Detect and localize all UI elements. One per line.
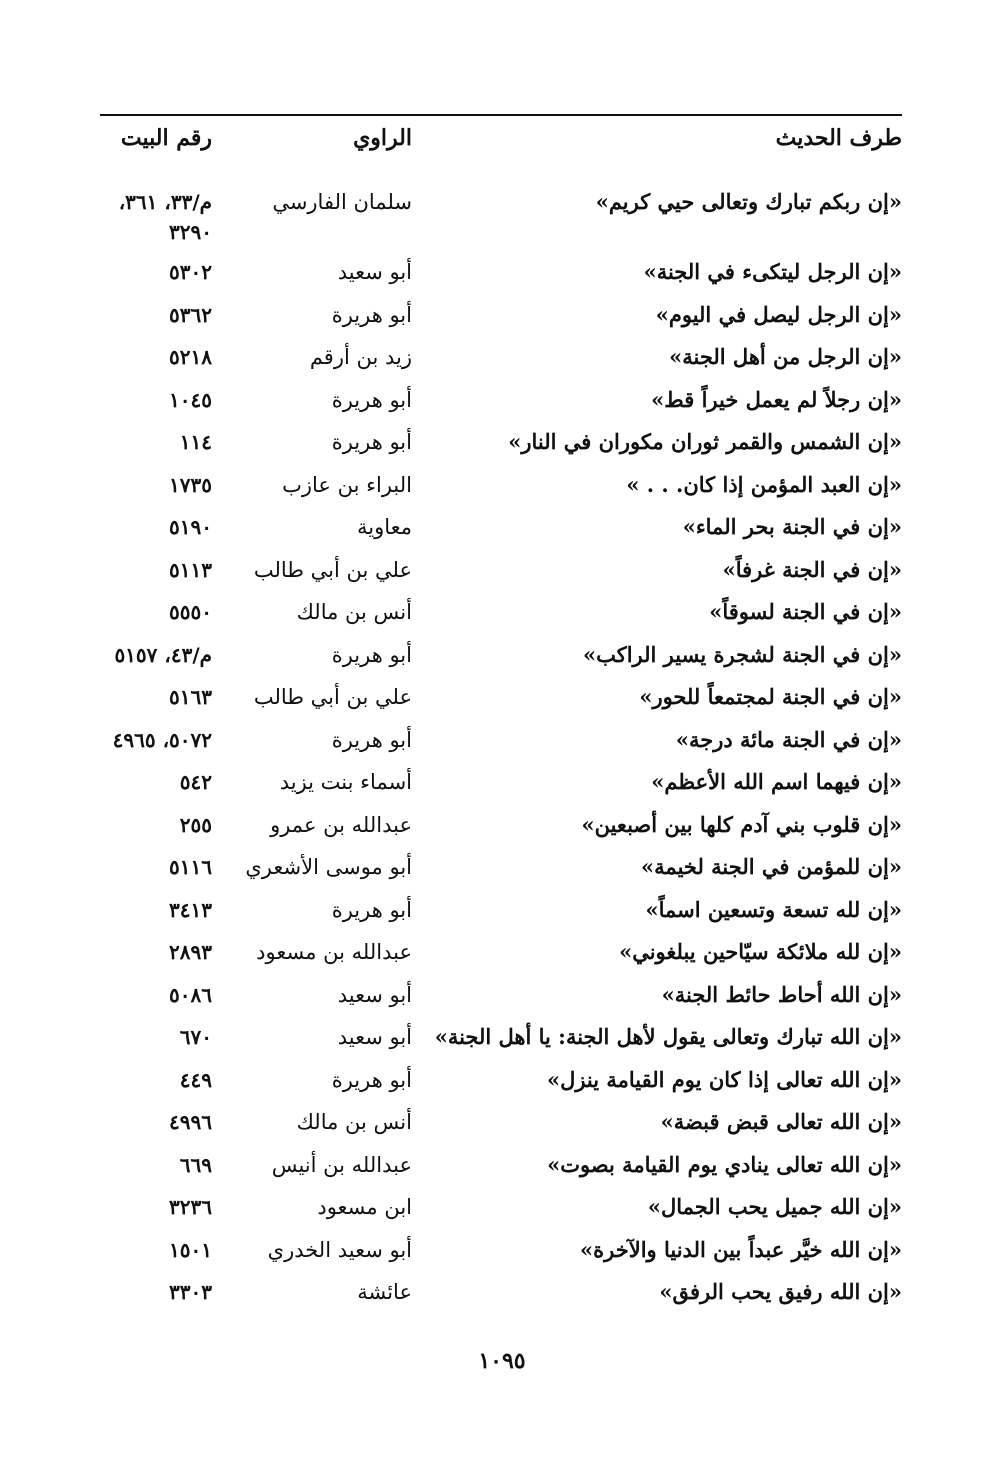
narrator-name: أبو سعيد الخدري [267,1237,412,1262]
narrator-name: عبدالله بن عمرو [270,812,412,837]
narrator-name: أبو سعيد [337,260,412,284]
verse-number: ٥٥٥٠ [169,600,212,624]
narrator-name: أبو سعيد [337,1025,412,1049]
verse-number: ١١٤ [179,430,212,454]
verse-number: ٢٨٩٣ [169,940,212,964]
table-row [100,676,902,719]
verse-number: ٣٢٣٦ [169,1195,212,1219]
page-number: ١٠٩٥ [478,1348,526,1374]
table-header [100,125,902,161]
verse-number: ٥٠٨٦ [169,982,212,1007]
hadith-text: «إن لله تسعة وتسعين اسماً» [645,896,902,922]
verse-number: ٢٥٥ [179,812,212,837]
hadith-text: «إن الله تعالى إذا كان يوم القيامة ينزل» [546,1066,902,1092]
table-row [100,1059,902,1102]
narrator-name: أبو هريرة [331,897,412,922]
hadith-text: «إن رجلاً لم يعمل خيراً قط» [651,386,902,412]
table-row [100,1016,902,1059]
hadith-text: «إن لله ملائكة سيّاحين يبلغوني» [619,939,902,964]
narrator-name: زيد بن أرقم [309,345,412,369]
hadith-text: «إن في الجنة لسوقاً» [709,599,902,624]
narrator-name: أبو هريرة [331,430,412,454]
table-row [100,251,902,294]
narrator-name: علي بن أبي طالب [253,557,412,582]
table-row [100,336,902,379]
table-row [100,846,902,889]
narrator-name: أنس بن مالك [296,1110,412,1134]
hadith-text: «إن الله أحاط حائط الجنة» [661,981,902,1007]
narrator-name: البراء بن عازب [282,472,412,497]
table-body [100,181,902,1314]
verse-column-header: رقم البيت [120,125,212,151]
hadith-text: «إن الله خيَّر عبداً بين الدنيا والآخرة» [580,1236,902,1262]
narrator-name: عبدالله بن مسعود [256,940,412,964]
hadith-text: «إن الله رفيق يحب الرفق» [659,1279,902,1304]
narrator-name: أبو هريرة [331,727,412,752]
table-row [100,591,902,634]
table-row [100,889,902,932]
header-rule [100,114,902,116]
hadith-text: «إن في الجنة لشجرة يسير الراكب» [582,641,902,667]
verse-number: م/٤٣، ٥١٥٧ [114,642,212,667]
hadith-text: «إن قلوب بني آدم كلها بين أصبعين» [581,811,902,837]
narrator-name: سلمان الفارسي [272,190,412,214]
verse-number: ٤٤٩ [179,1067,212,1092]
verse-number: ٥٠٧٢، ٤٩٦٥ [112,727,212,752]
verse-number: ٥٣٦٢ [169,302,212,327]
hadith-text: «إن العبد المؤمن إذا كان. . . » [626,471,902,497]
narrator-name: أبو سعيد [337,982,412,1007]
table-row [100,1229,902,1272]
table-row [100,181,902,251]
hadith-column-header: طرف الحديث [775,125,902,151]
narrator-name: علي بن أبي طالب [253,685,412,709]
table-row [100,506,902,549]
table-row [100,761,902,804]
hadith-text: «إن ربكم تبارك وتعالى حيي كريم» [595,189,902,214]
table-row [100,421,902,464]
hadith-text: «إن في الجنة غرفاً» [722,556,902,582]
verse-number: ٥١٦٣ [169,685,212,709]
hadith-text: «إن في الجنة لمجتمعاً للحور» [639,684,902,709]
verse-number: ٦٦٩ [179,1152,212,1177]
verse-number: ٥٤٢ [179,770,212,794]
verse-number: ٣٤١٣ [169,897,212,922]
narrator-name: عائشة [357,1280,412,1304]
table-row [100,974,902,1017]
verse-number: ١٠٤٥ [169,387,212,412]
narrator-column-header: الراوي [353,125,412,151]
hadith-text: «إن الرجل ليصل في اليوم» [655,301,902,327]
table-row [100,1101,902,1144]
table-row [100,804,902,847]
table-row [100,549,902,592]
table-row [100,1186,902,1229]
hadith-text: «إن للمؤمن في الجنة لخيمة» [641,854,902,879]
table-row [100,294,902,337]
verse-number: ٣٣٠٣ [169,1280,212,1304]
verse-number: ٥٢١٨ [169,345,212,369]
table-row [100,379,902,422]
verse-number: ٦٧٠ [179,1025,212,1049]
verse-number: ٥٣٠٢ [169,260,212,284]
verse-number: م/٣٣، ٣٦١، ٣٢٩٠ [118,190,212,244]
verse-number: ٤٩٩٦ [169,1110,212,1134]
narrator-name: أنس بن مالك [296,600,412,624]
table-row [100,931,902,974]
hadith-text: «إن في الجنة بحر الماء» [682,514,902,539]
hadith-text: «إن الله تعالى قبض قبضة» [660,1109,902,1134]
hadith-text: «إن الله جميل يحب الجمال» [647,1194,902,1219]
narrator-name: ابن مسعود [317,1195,412,1219]
hadith-text: «إن الله تبارك وتعالى يقول لأهل الجنة: يا أهل الجنة» [434,1024,902,1049]
narrator-name: أبو موسى الأشعري [245,855,412,879]
narrator-name: معاوية [356,515,412,539]
table-row [100,1271,902,1314]
narrator-name: أبو هريرة [331,302,412,327]
narrator-name: أبو هريرة [331,1067,412,1092]
narrator-name: عبدالله بن أنيس [271,1152,412,1177]
verse-number: ٥١١٣ [169,557,212,582]
narrator-name: أبو هريرة [331,642,412,667]
hadith-text: «إن فيهما اسم الله الأعظم» [651,769,902,794]
hadith-text: «إن الرجل ليتكىء في الجنة» [643,259,902,284]
hadith-text: «إن الشمس والقمر ثوران مكوران في النار» [508,429,902,454]
verse-number: ٥١٩٠ [169,515,212,539]
narrator-name: أبو هريرة [331,387,412,412]
table-row [100,464,902,507]
hadith-text: «إن الله تعالى ينادي يوم القيامة بصوت» [547,1151,902,1177]
narrator-name: أسماء بنت يزيد [279,770,412,794]
hadith-text: «إن الرجل من أهل الجنة» [669,344,902,369]
verse-number: ١٧٣٥ [169,472,212,497]
table-row [100,634,902,677]
verse-number: ٥١١٦ [169,855,212,879]
verse-number: ١٥٠١ [169,1237,212,1262]
table-row [100,719,902,762]
table-row [100,1144,902,1187]
hadith-text: «إن في الجنة مائة درجة» [675,726,902,752]
